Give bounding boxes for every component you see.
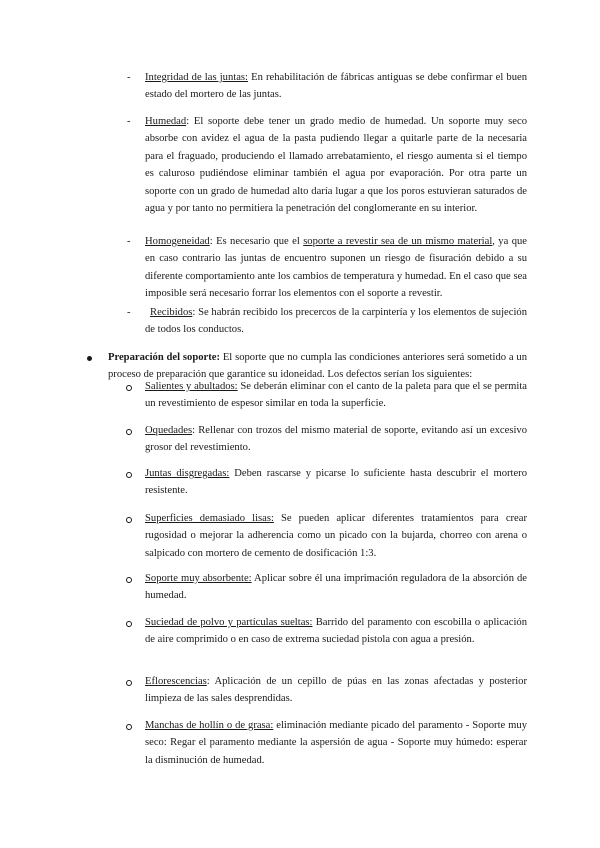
sub-item-title: Eflorescencias xyxy=(145,676,207,687)
sub-bullet-circle xyxy=(126,577,132,583)
sub-item-title: Superficies demasiado lisas: xyxy=(145,513,274,524)
sub-item-text: Se pueden aplicar diferentes tratamientos para crear rugosidad o mejorar la adherencia como un picado con la bujarda, chorreo con arena o salpicado con mortero de cemento de dosificación 1:3. xyxy=(145,513,527,559)
dash-item-text: : Es necesario que el xyxy=(209,236,304,247)
main-bullet-text: El soporte que no cumpla las condiciones anteriores será sometido a un proceso de preparación que garantice su idoneidad. Los defectos serían los siguientes: xyxy=(108,352,527,381)
sub-item-title: Juntas disgregadas: xyxy=(145,468,230,479)
dash-item-integridad xyxy=(145,69,527,104)
sub-item-text: : Aplicación de un cepillo de púas en las zonas afectadas y posterior limpieza de las sales desprendidas. xyxy=(145,676,527,705)
sub-item-text: Aplicar sobre él una imprimación reguladora de la absorción de humedad. xyxy=(145,573,528,602)
sub-bullet-circle xyxy=(126,680,132,686)
bullet-dot xyxy=(87,356,92,361)
dash-item-text: : El soporte debe tener un grado medio de humedad. Un soporte muy seco absorbe con avidez el agua de la pasta pudiendo llegar a quitarle parte de la necesaria para el fraguado, produciendo el llamado arrebatamiento, el riesgo aumenta si el tiempo es caluroso pudiéndose eliminar también el agua por evaporación. Por otra parte un soporte con un grado de humedad alto daría lugar a que los poros estuvieran saturados de agua y por tanto no permitiera la penetración del conglomerante en su interior. xyxy=(145,116,527,215)
dash-item-text: : Se habrán recibido los precercos de la carpintería y los elementos de sujeción de todos los conductos. xyxy=(145,307,527,336)
sub-item-title: Suciedad de polvo y partículas sueltas: xyxy=(145,617,313,628)
sub-item-text: : Rellenar con trozos del mismo material de soporte, evitando así un excesivo grosor del revestimiento. xyxy=(145,425,527,454)
sub-item-soporte-absorbente xyxy=(145,570,527,605)
dash-marker: - xyxy=(127,236,131,247)
sub-item-manchas xyxy=(145,717,527,769)
dash-item-title: Homogeneidad xyxy=(145,236,210,247)
sub-item-salientes xyxy=(145,378,527,413)
dash-marker: - xyxy=(127,72,131,83)
sub-item-suciedad xyxy=(145,614,527,649)
dash-item-underlined: soporte a revestir sea de un mismo material xyxy=(303,236,493,247)
sub-bullet-circle xyxy=(126,517,132,523)
dash-item-title: Humedad xyxy=(145,116,187,127)
sub-item-text: eliminación mediante picado del paramento - Soporte muy seco: Regar el paramento mediante la aspersión de agua - Soporte muy húmedo: esperar la disminución de humedad. xyxy=(145,720,527,766)
sub-bullet-circle xyxy=(126,429,132,435)
sub-item-superficies xyxy=(145,510,527,562)
sub-item-text: Se deberán eliminar con el canto de la paleta para que el se permita un revestimiento de espesor similar en toda la superficie. xyxy=(145,381,527,410)
dash-item-text: , ya que en caso contrario las juntas de encuentro suponen un riesgo de fisuración debido a su diferente comportamiento ante los cambios de temperatura y humedad. En el caso que sea imposible será necesario forrar los elementos con el soporte a revestir. xyxy=(145,236,527,300)
sub-item-title: Oquedades xyxy=(145,425,193,436)
sub-item-text: Barrido del paramento con escobilla o aplicación de aire comprimido o en caso de extrema suciedad pistola con agua a presión. xyxy=(145,617,527,646)
dash-marker: - xyxy=(127,116,131,127)
sub-item-title: Manchas de hollín o de grasa: xyxy=(145,720,274,731)
dash-item-humedad xyxy=(145,113,527,217)
dash-item-homogeneidad xyxy=(145,233,527,303)
dash-item-text: En rehabilitación de fábricas antiguas se debe confirmar el buen estado del mortero de las juntas. xyxy=(145,72,527,101)
sub-item-title: Soporte muy absorbente: xyxy=(145,573,252,584)
sub-bullet-circle xyxy=(126,385,132,391)
sub-item-text: Deben rascarse y picarse lo suficiente hasta descubrir el mortero resistente. xyxy=(145,468,527,497)
dash-item-title: Integridad de las juntas: xyxy=(145,72,248,83)
sub-item-title: Salientes y abultados: xyxy=(145,381,238,392)
sub-bullet-circle xyxy=(126,621,132,627)
dash-item-title: Recibidos xyxy=(150,307,193,318)
main-bullet-title: Preparación del soporte: xyxy=(108,352,220,363)
sub-bullet-circle xyxy=(126,472,132,478)
dash-marker: - xyxy=(127,307,131,318)
sub-item-juntas xyxy=(145,465,527,500)
dash-item-recibidos xyxy=(145,304,527,339)
sub-item-eflorescencias xyxy=(145,673,527,708)
sub-bullet-circle xyxy=(126,724,132,730)
sub-item-oquedades xyxy=(145,422,527,457)
